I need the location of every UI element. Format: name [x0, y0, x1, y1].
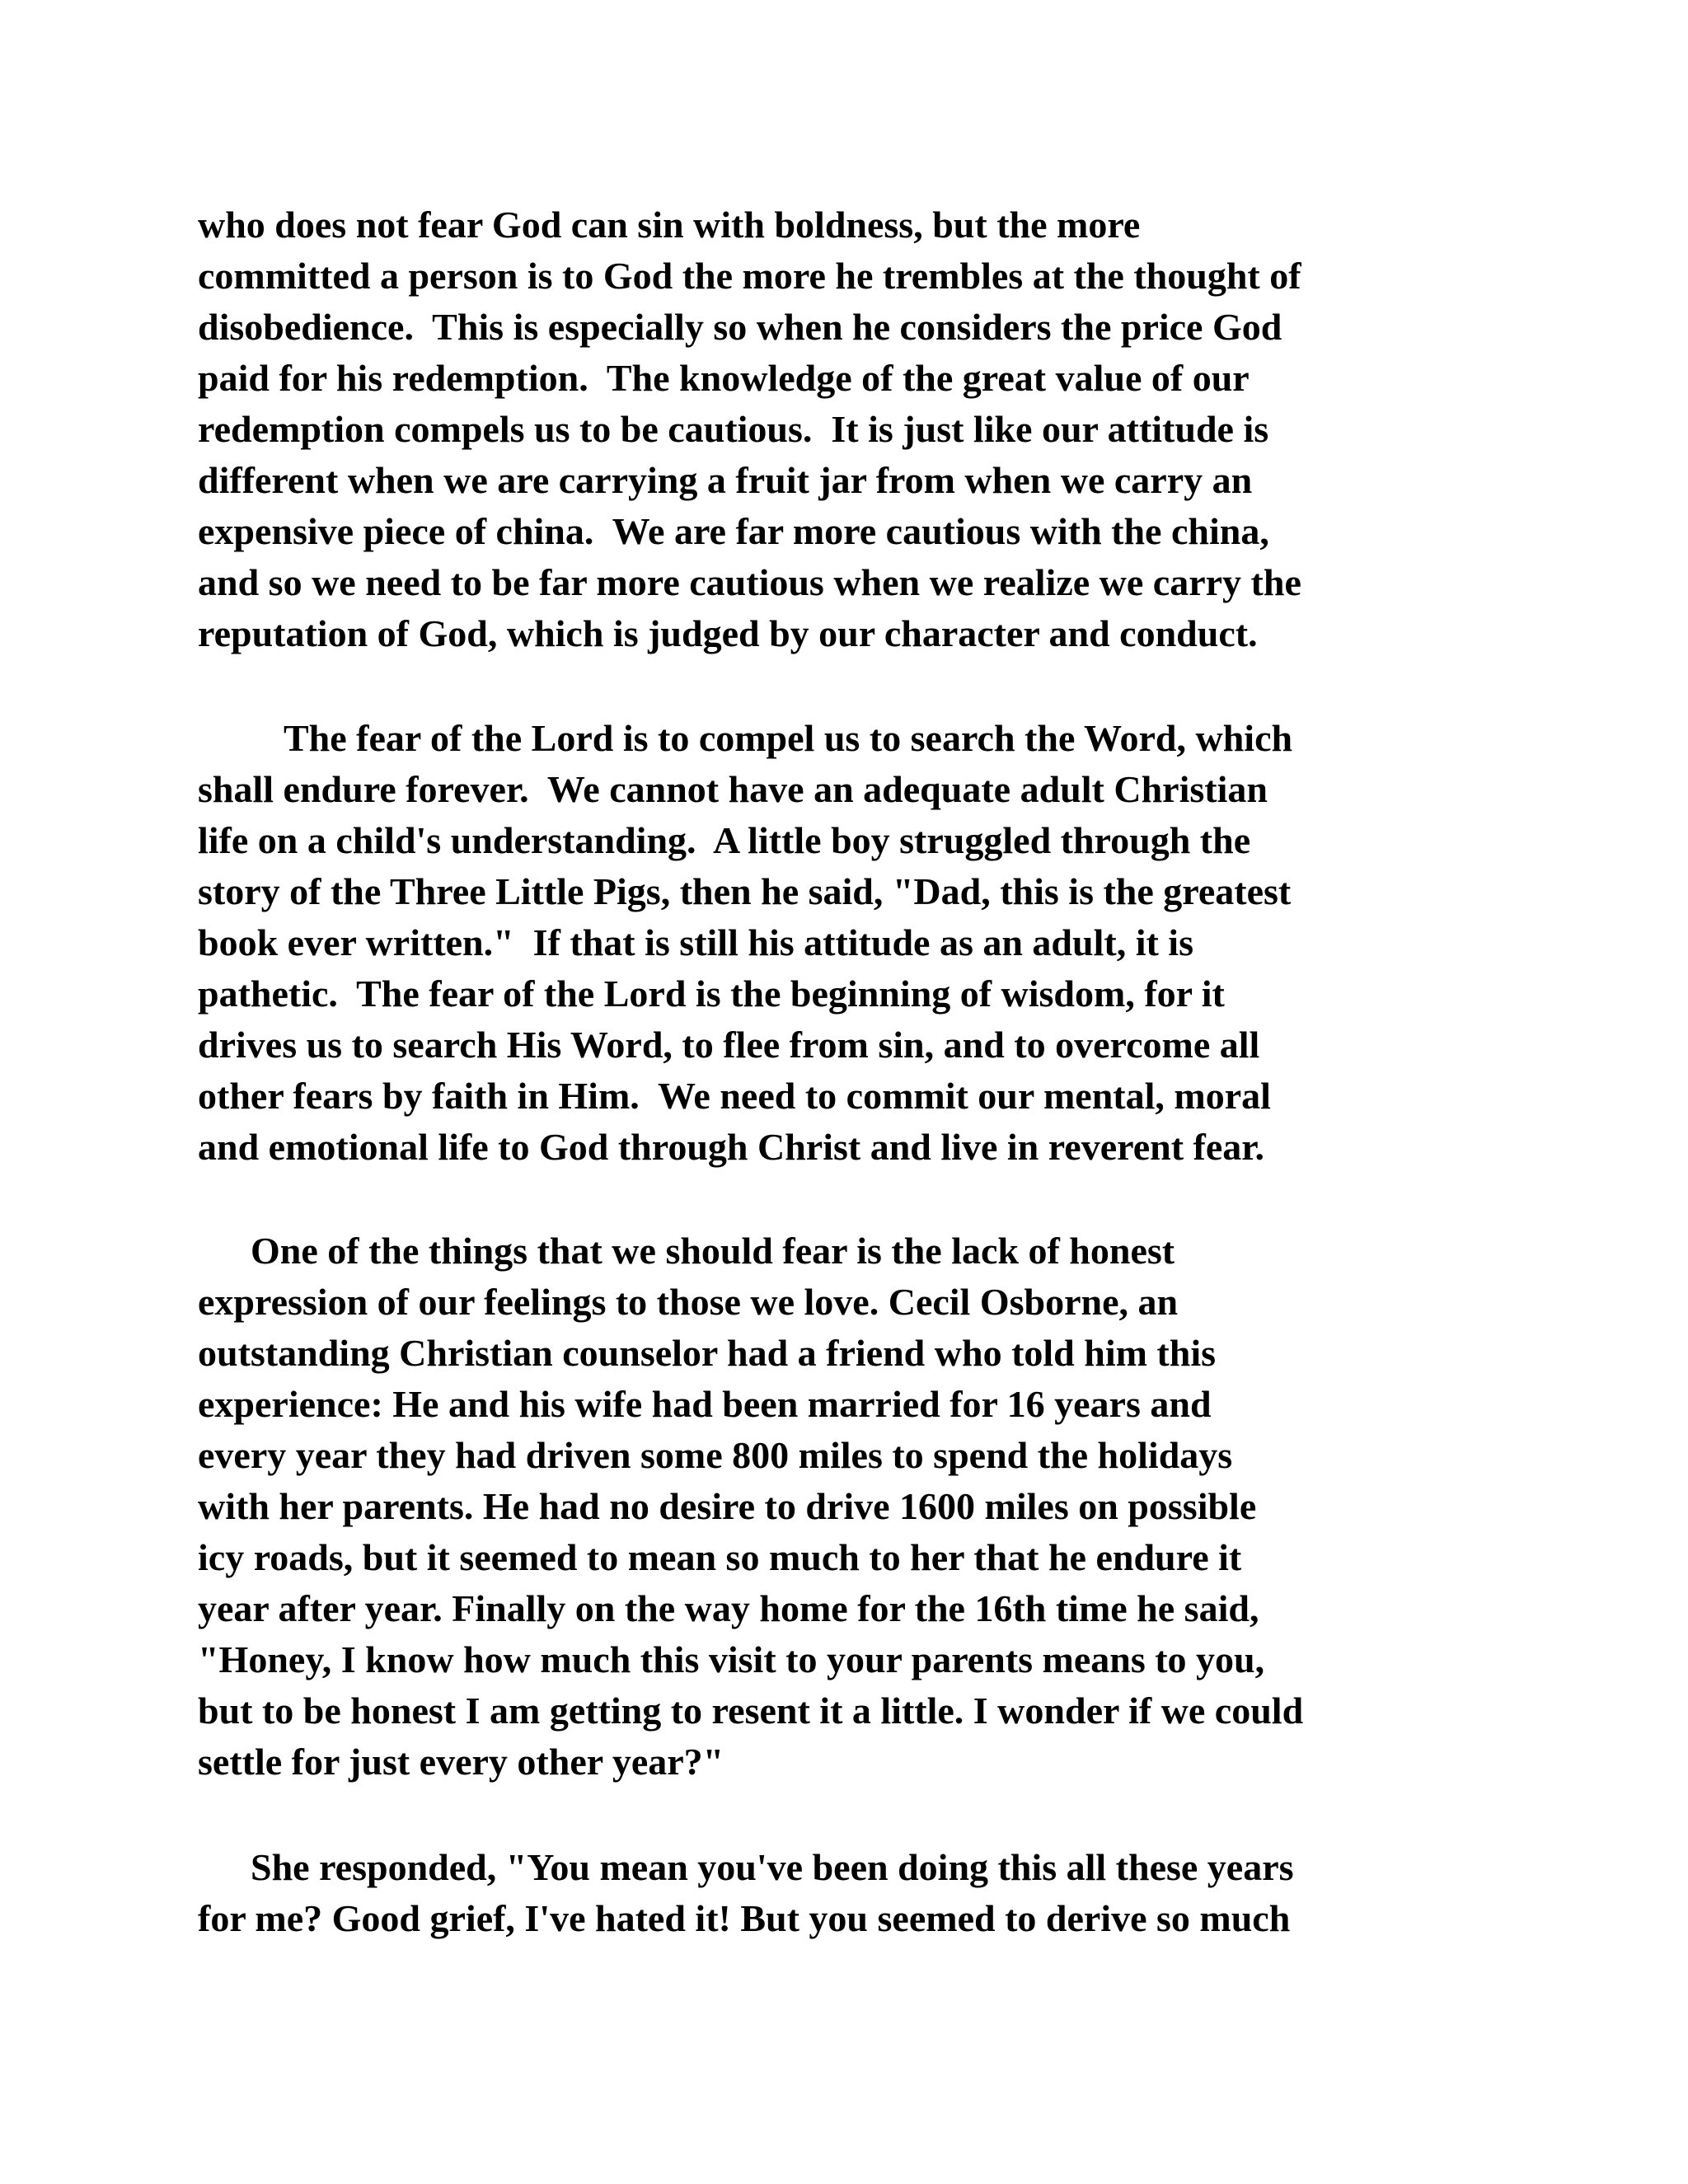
paragraph-line: every year they had driven some 800 miles to spend the holidays — [198, 1434, 1233, 1476]
paragraph-line: reputation of God, which is judged by our character and conduct. — [198, 612, 1258, 654]
paragraph-line: with her parents. He had no desire to drive 1600 miles on possible — [198, 1485, 1257, 1527]
paragraph-line: paid for his redemption. The knowledge of the great value of our — [198, 357, 1250, 399]
paragraph-line: expression of our feelings to those we love. Cecil Osborne, an — [198, 1281, 1179, 1323]
paragraph-line: One of the things that we should fear is the lack of honest — [251, 1230, 1175, 1272]
paragraph-line: icy roads, but it seemed to mean so much to her that he endure it — [198, 1536, 1242, 1578]
paragraph-line: and so we need to be far more cautious when we realize we carry the — [198, 561, 1301, 603]
paragraph-line: outstanding Christian counselor had a friend who told him this — [198, 1332, 1217, 1374]
paragraph-line: life on a child's understanding. A little boy struggled through the — [198, 819, 1251, 861]
paragraph-line: for me? Good grief, I've hated it! But you seemed to derive so much — [198, 1897, 1291, 1939]
paragraph-line: committed a person is to God the more he trembles at the thought of — [198, 255, 1301, 297]
paragraph-line: who does not fear God can sin with boldness, but the more — [198, 204, 1141, 246]
paragraph-line: different when we are carrying a fruit jar from when we carry an — [198, 459, 1253, 501]
paragraph-line: drives us to search His Word, to flee from sin, and to overcome all — [198, 1024, 1260, 1066]
paragraph-line: year after year. Finally on the way home for the 16th time he said, — [198, 1587, 1259, 1629]
paragraph-line: redemption compels us to be cautious. It is just like our attitude is — [198, 408, 1269, 450]
paragraph-4 — [198, 1842, 1517, 1944]
paragraph-line: pathetic. The fear of the Lord is the beginning of wisdom, for it — [198, 972, 1225, 1015]
paragraph-line: story of the Three Little Pigs, then he said, "Dad, this is the greatest — [198, 870, 1292, 912]
paragraph-line: disobedience. This is especially so when he considers the price God — [198, 306, 1282, 348]
paragraph-line: expensive piece of china. We are far more cautious with the china, — [198, 510, 1269, 552]
paragraph-line: and emotional life to God through Christ and live in reverent fear. — [198, 1126, 1264, 1168]
paragraph-1 — [198, 199, 1517, 659]
paragraph-line: experience: He and his wife had been married for 16 years and — [198, 1383, 1212, 1425]
paragraph-line: "Honey, I know how much this visit to your parents means to you, — [198, 1638, 1265, 1680]
paragraph-line: but to be honest I am getting to resent it a little. I wonder if we could — [198, 1690, 1304, 1732]
paragraph-3 — [198, 1226, 1517, 1788]
paragraph-line: The fear of the Lord is to compel us to search the Word, which — [284, 717, 1293, 759]
paragraph-line: settle for just every other year?" — [198, 1741, 724, 1783]
paragraph-line: She responded, "You mean you've been doing this all these years — [251, 1846, 1294, 1888]
paragraph-line: book ever written." If that is still his attitude as an adult, it is — [198, 921, 1193, 963]
paragraph-line: shall endure forever. We cannot have an adequate adult Christian — [198, 768, 1268, 810]
paragraph-line: other fears by faith in Him. We need to commit our mental, moral — [198, 1075, 1271, 1117]
paragraph-2 — [198, 713, 1517, 1173]
